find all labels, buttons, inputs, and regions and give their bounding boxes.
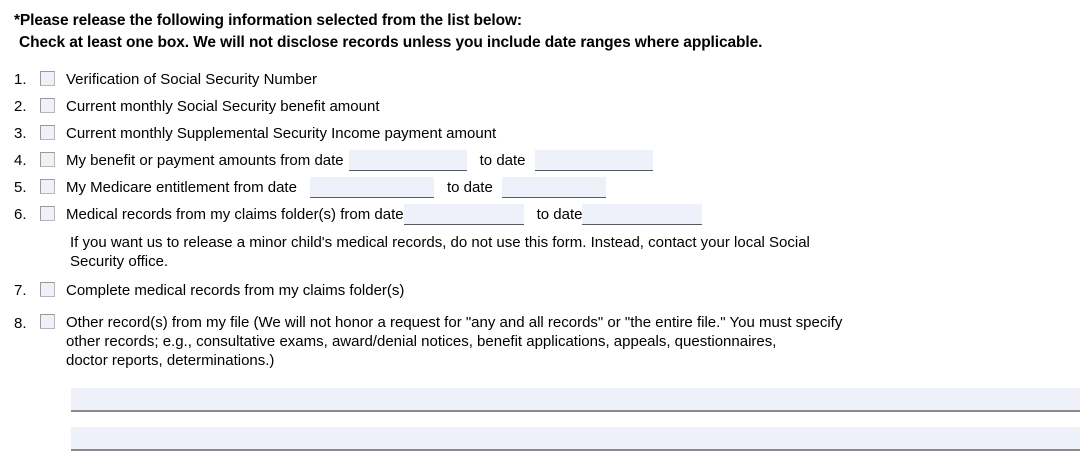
item-label-5 — [66, 174, 606, 199]
other-records-input-line-2[interactable] — [71, 427, 1080, 451]
list-item-8 — [0, 310, 1080, 370]
checkbox-medical-records-claims-folder[interactable] — [40, 206, 55, 221]
item-label-2: Current monthly Social Security benefit amount — [66, 98, 380, 115]
item-6-from-date-label: Medical records from my claims folder(s) from date — [66, 206, 404, 223]
item-number-1: 1. — [14, 71, 27, 88]
instructions-header — [0, 0, 1080, 54]
item-number-2: 2. — [14, 98, 27, 115]
list-item-3 — [0, 120, 1080, 147]
item-label-1: Verification of Social Security Number — [66, 71, 317, 88]
item-number-8: 8. — [14, 315, 27, 332]
item-number-6: 6. — [14, 206, 27, 223]
item-label-6 — [66, 201, 702, 226]
item-6-to-date-input[interactable] — [582, 204, 702, 225]
item-8-line-3: doctor reports, determinations.) — [66, 352, 275, 369]
checkbox-other-records[interactable] — [40, 314, 55, 329]
list-item-2 — [0, 93, 1080, 120]
checkbox-medicare-entitlement[interactable] — [40, 179, 55, 194]
item-4-to-date-label: to date — [479, 152, 526, 169]
item-number-7: 7. — [14, 282, 27, 299]
other-records-entry-area — [0, 388, 1080, 451]
minor-child-note-line-2: Security office. — [70, 253, 169, 270]
minor-child-note-line-1: If you want us to release a minor child's medical records, do not use this form. Instead, contact your local Social — [70, 234, 810, 251]
item-5-to-date-input[interactable] — [502, 177, 606, 198]
item-5-to-date-label: to date — [446, 179, 493, 196]
item-6-from-date-input[interactable] — [404, 204, 524, 225]
item-4-from-date-label: My benefit or payment amounts from date — [66, 152, 344, 169]
item-5-from-date-label: My Medicare entitlement from date — [66, 179, 297, 196]
other-records-input-line-1[interactable] — [71, 388, 1080, 412]
list-item-6 — [0, 201, 1080, 228]
checkbox-current-monthly-ssi-payment[interactable] — [40, 125, 55, 140]
item-4-from-date-input[interactable] — [349, 150, 467, 171]
item-label-7: Complete medical records from my claims folder(s) — [66, 282, 405, 299]
item-8-line-2: other records; e.g., consultative exams, award/denial notices, benefit applications, appeals, questionnaires, — [66, 333, 777, 350]
item-label-8 — [66, 310, 842, 370]
item-label-3: Current monthly Supplemental Security Income payment amount — [66, 125, 497, 142]
item-8-line-1: Other record(s) from my file (We will not honor a request for "any and all records" or "the entire file." You must specify — [66, 314, 843, 331]
checkbox-verification-of-ssn[interactable] — [40, 71, 55, 86]
item-4-to-date-input[interactable] — [535, 150, 653, 171]
item-label-4 — [66, 147, 653, 172]
release-information-list — [0, 66, 1080, 370]
instructions-line-2: Check at least one box. We will not disclose records unless you include date ranges where applicable. — [19, 34, 763, 51]
item-number-4: 4. — [14, 152, 27, 169]
checkbox-benefit-payment-amounts[interactable] — [40, 152, 55, 167]
list-item-1 — [0, 66, 1080, 93]
item-6-to-date-label: to date — [536, 206, 583, 223]
item-number-5: 5. — [14, 179, 27, 196]
checkbox-current-monthly-ss-benefit[interactable] — [40, 98, 55, 113]
list-item-7 — [0, 277, 1080, 304]
list-item-5 — [0, 174, 1080, 201]
minor-child-note — [0, 233, 1030, 271]
item-5-from-date-input[interactable] — [310, 177, 434, 198]
list-item-4 — [0, 147, 1080, 174]
checkbox-complete-medical-records[interactable] — [40, 282, 55, 297]
instructions-line-1: *Please release the following information selected from the list below: — [14, 12, 522, 29]
item-number-3: 3. — [14, 125, 27, 142]
